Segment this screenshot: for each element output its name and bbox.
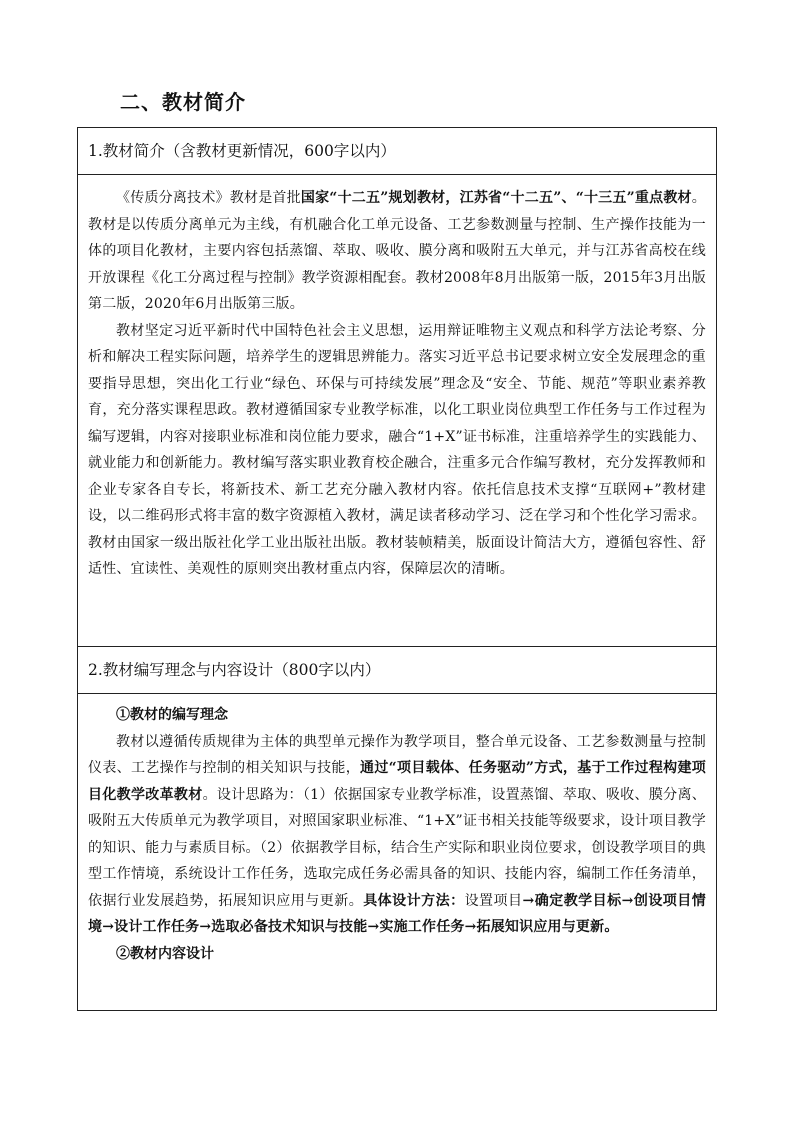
- body-text: 。设计思路为：（1）依据国家专业教学标准，设置蒸馏、萃取、吸收、膜分离、吸附五大传质单元为教学项目，对照国家职业标准、“1+X”证书相关技能等级要求，设计项目教学的知识、能力与素质目标。（2）依据教学目标，结合生产实际和职业岗位要求，创设教学项目的典型工作情境，系统设计工作任务，选取完成任务必需具备的知识、技能内容，编制工作任务清单，依据行业发展趋势，拓展知识应用与更新。: [88, 786, 706, 909]
- design-paragraph-1: [88, 729, 706, 941]
- emphasis-text: 通过“项目载体、任务驱动”方式，基于工作过程构建项目化教学改革教材: [88, 760, 706, 803]
- design-subheading-2: ②教材内容设计: [116, 945, 214, 962]
- body-text: 。教材是以传质分离单元为主线，有机融合化工单元设备、工艺参数测量与控制、生产操作技能为一体的项目化教材，主要内容包括蒸馏、萃取、吸收、膜分离和吸附五大单元，并与江苏省高校在线开放课程《化工分离过程与控制》教学资源相配套。教材2008年8月出版第一版，2015年3月出版第二版，2020年6月出版第三版。: [88, 190, 706, 312]
- intro-paragraph-1: [88, 185, 706, 318]
- emphasis-text: →确定教学目标→创设项目情境→设计工作任务→选取必备技术知识与技能→实施工作任务→拓展知识应用与更新。: [88, 892, 706, 935]
- design-section-title: 2.教材编写理念与内容设计（800字以内）: [78, 647, 716, 694]
- intro-section-title: 1.教材简介（含教材更新情况，600字以内）: [78, 128, 716, 175]
- design-subheading-1: ①教材的编写理念: [116, 707, 228, 723]
- body-text: 《传质分离技术》教材是首批: [116, 190, 301, 206]
- section-heading: 二、教材简介: [120, 90, 246, 114]
- intro-section-content: [78, 175, 716, 583]
- intro-paragraph-2: 教材坚定习近平新时代中国特色社会主义思想，运用辩证唯物主义观点和科学方法论考察、分析和解决工程实际问题，培养学生的逻辑思辨能力。落实习近平总书记要求树立安全发展理念的重要指导思想，突出化工行业“绿色、环保与可持续发展”理念及“安全、节能、规范”等职业素养教育，充分落实课程思政。教材遵循国家专业教学标准，以化工职业岗位典型工作任务与工作过程为编写逻辑，内容对接职业标准和岗位能力要求，融合“1+X”证书标准，注重培养学生的实践能力、就业能力和创新能力。教材编写落实职业教育校企融合，注重多元合作编写教材，充分发挥教师和企业专家各自专长，将新技术、新工艺充分融入教材内容。依托信息技术支撑“互联网+”教材建设，以二维码形式将丰富的数字资源植入教材，满足读者移动学习、泛在学习和个性化学习需求。教材由国家一级出版社化学工业出版社出版。教材装帧精美，版面设计简洁大方，遵循包容性、舒适性、宜读性、美观性的原则突出教材重点内容，保障层次的清晰。: [88, 322, 706, 577]
- body-text: 设置项目: [464, 892, 523, 909]
- body-text: 教材以遵循传质规律为主体的典型单元操作为教学项目，整合单元设备、工艺参数测量与控制仪表、工艺操作与控制的相关知识与技能，: [88, 733, 706, 776]
- emphasis-text: 具体设计方法：: [363, 892, 465, 909]
- emphasis-text: 国家“十二五”规划教材，江苏省“十二五”、“十三五”重点教材: [300, 190, 692, 206]
- design-section-content: [78, 694, 716, 967]
- design-section: [77, 646, 717, 1011]
- intro-section: [77, 127, 717, 647]
